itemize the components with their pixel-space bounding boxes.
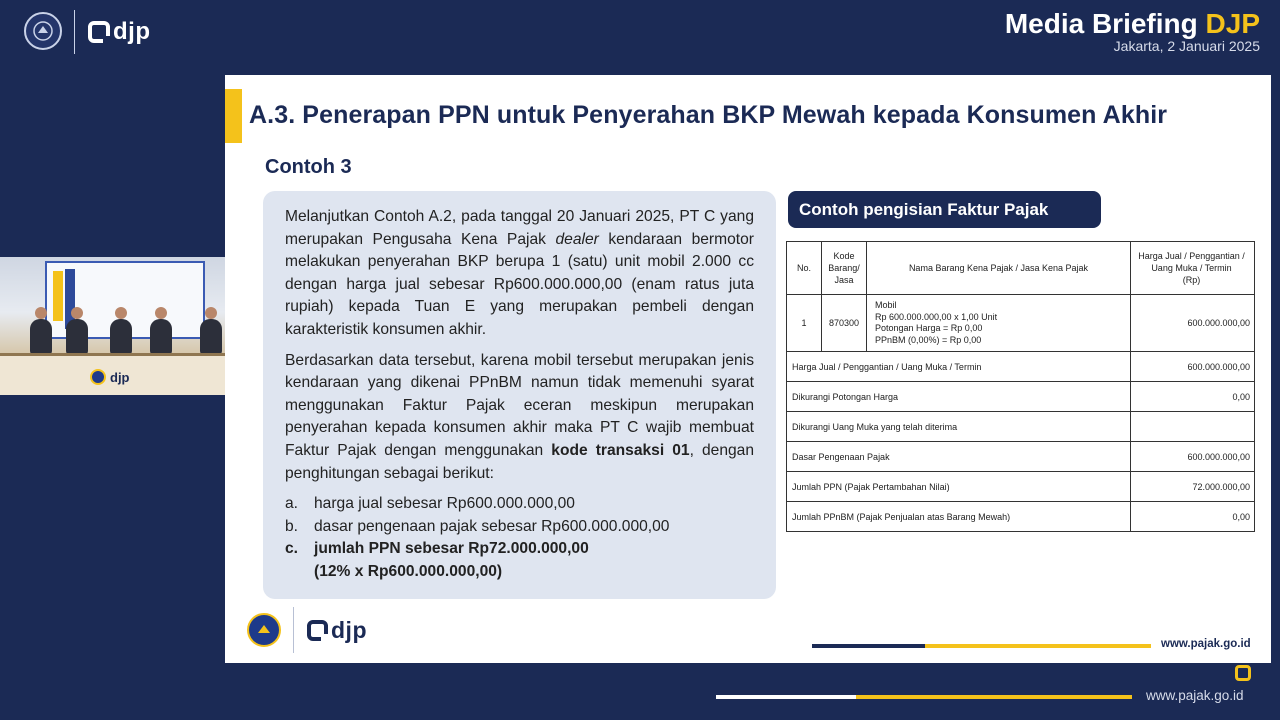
webcam-feed bbox=[0, 257, 243, 395]
camera-logo-text: djp bbox=[110, 369, 130, 385]
item-line-3: Potongan Harga = Rp 0,00 bbox=[875, 323, 983, 333]
briefing-date: Jakarta, 2 Januari 2025 bbox=[1113, 38, 1260, 54]
footer-url: www.pajak.go.id bbox=[1161, 638, 1251, 650]
header-kode-3: Jasa bbox=[834, 275, 854, 285]
speaker-3 bbox=[110, 319, 132, 355]
djp-logo bbox=[88, 18, 151, 46]
example-subtitle: Contoh 3 bbox=[265, 156, 352, 178]
title-main: Media Briefing bbox=[1004, 8, 1198, 39]
summary-value: 72.000.000,00 bbox=[1131, 472, 1255, 502]
summary-value: 0,00 bbox=[1131, 382, 1255, 412]
summary-label: Harga Jual / Penggantian / Uang Muka / Termin bbox=[787, 352, 1131, 382]
summary-label: Dikurangi Uang Muka yang telah diterima bbox=[787, 412, 1131, 442]
header-harga bbox=[1131, 242, 1255, 295]
summary-value bbox=[1131, 412, 1255, 442]
calc-text-a: harga jual sebesar Rp600.000.000,00 bbox=[314, 495, 575, 513]
item-line-1: Mobil bbox=[875, 300, 897, 310]
calc-label-b: b. bbox=[285, 517, 299, 535]
calculation-list bbox=[285, 493, 754, 583]
para1-part-b: kendaraan bermotor melakukan penyerahan BKP berupa 1 (satu) unit mobil 2.000 cc dengan harga jual sebesar Rp600.000.000,00 (enam ratus juta rupiah) kepada Tuan E yang merupakan pembeli dengan karakteristik konsumen akhir. bbox=[285, 230, 754, 338]
footer-emblem-shape bbox=[254, 620, 274, 640]
summary-label: Dikurangi Potongan Harga bbox=[787, 382, 1131, 412]
camera-emblem-icon bbox=[90, 369, 106, 385]
header-divider bbox=[74, 10, 75, 54]
item-harga: 600.000.000,00 bbox=[1131, 295, 1255, 352]
kemenkeu-emblem-icon bbox=[24, 12, 62, 50]
footer-accent-line bbox=[812, 644, 1151, 648]
speaker-2 bbox=[66, 319, 88, 355]
para2-strong: kode transaksi 01 bbox=[551, 441, 690, 459]
corner-djp-icon bbox=[1235, 665, 1251, 681]
footer-djp-logo bbox=[307, 617, 367, 644]
header-harga-1: Harga Jual / Penggantian / bbox=[1138, 251, 1245, 261]
item-no: 1 bbox=[787, 295, 822, 352]
table-row bbox=[787, 295, 1255, 352]
footer-djp-mark-icon bbox=[307, 620, 328, 641]
paragraph-2 bbox=[285, 350, 754, 486]
djp-logo-text: djp bbox=[113, 18, 151, 45]
calc-item-c bbox=[285, 538, 754, 561]
footer-djp-text: djp bbox=[331, 617, 367, 643]
bottom-accent-line bbox=[716, 695, 1132, 699]
para2-part-a: Berdasarkan data tersebut, karena mobil tersebut merupakan jenis kendaraan yang dikenai PPnBM namun tidak memenuhi syarat menggunakan Faktur Pajak eceran meskipun merupakan penyerahan kepada konsumen akhir maka PT C wajib membuat Faktur Pajak dengan menggunakan bbox=[285, 351, 754, 459]
emblem-shape bbox=[31, 19, 55, 43]
paragraph-1 bbox=[285, 206, 754, 342]
faktur-pajak-table bbox=[786, 241, 1255, 532]
summary-value: 600.000.000,00 bbox=[1131, 442, 1255, 472]
para2-part-b: , dengan penghitungan sebagai berikut: bbox=[285, 441, 755, 482]
header-kode bbox=[822, 242, 867, 295]
calc-item-c-formula: (12% x Rp600.000.000,00) bbox=[314, 562, 503, 580]
speaker-4 bbox=[150, 319, 172, 355]
footer-emblem-icon bbox=[247, 613, 281, 647]
para1-part-a: Melanjutkan Contoh A.2, pada tanggal 20 Januari 2025, PT C yang merupakan Pengusaha Kena Pajak bbox=[285, 208, 754, 248]
bottom-url: www.pajak.go.id bbox=[1146, 688, 1244, 703]
summary-label: Dasar Pengenaan Pajak bbox=[787, 442, 1131, 472]
speaker-1 bbox=[30, 319, 52, 355]
item-kode: 870300 bbox=[822, 295, 867, 352]
summary-value: 600.000.000,00 bbox=[1131, 352, 1255, 382]
header-kode-2: Barang/ bbox=[828, 263, 860, 273]
header-no: No. bbox=[787, 242, 822, 295]
item-nama bbox=[867, 295, 1131, 352]
header-harga-3: (Rp) bbox=[1182, 275, 1201, 285]
summary-label: Jumlah PPnBM (Pajak Penjualan atas Barang Mewah) bbox=[787, 502, 1131, 532]
summary-value: 0,00 bbox=[1131, 502, 1255, 532]
item-line-2: Rp 600.000.000,00 x 1,00 Unit bbox=[875, 311, 998, 322]
table-header-row bbox=[787, 242, 1255, 295]
djp-mark-icon bbox=[88, 21, 110, 43]
summary-row bbox=[787, 412, 1255, 442]
speaker-5 bbox=[200, 319, 222, 355]
example-text-box bbox=[263, 191, 776, 599]
media-briefing-title bbox=[1005, 8, 1260, 54]
presentation-slide bbox=[225, 75, 1271, 663]
summary-row bbox=[787, 352, 1255, 382]
faktur-header: Contoh pengisian Faktur Pajak bbox=[788, 191, 1101, 228]
calc-label-a: a. bbox=[285, 495, 299, 513]
calc-item-a bbox=[285, 493, 754, 516]
header-kode-1: Kode bbox=[833, 251, 855, 261]
header-nama: Nama Barang Kena Pajak / Jasa Kena Pajak bbox=[867, 242, 1131, 295]
slide-title: A.3. Penerapan PPN untuk Penyerahan BKP Mewah kepada Konsumen Akhir bbox=[249, 101, 1168, 129]
header-harga-2: Uang Muka / Termin bbox=[1151, 263, 1232, 273]
summary-row bbox=[787, 502, 1255, 532]
calc-item-b bbox=[285, 516, 754, 539]
calc-text-b: dasar pengenaan pajak sebesar Rp600.000.000,00 bbox=[314, 517, 670, 535]
footer-divider bbox=[293, 607, 294, 653]
title-accent: DJP bbox=[1205, 8, 1260, 39]
summary-row bbox=[787, 442, 1255, 472]
calc-text-c: jumlah PPN sebesar Rp72.000.000,00 bbox=[314, 540, 589, 558]
title-accent-bar bbox=[225, 89, 242, 143]
screen-bar-yellow bbox=[53, 271, 63, 321]
camera-djp-logo bbox=[90, 369, 130, 385]
summary-row bbox=[787, 472, 1255, 502]
summary-label: Jumlah PPN (Pajak Pertambahan Nilai) bbox=[787, 472, 1131, 502]
calc-label-c: c. bbox=[285, 540, 299, 558]
item-line-4: PPnBM (0,00%) = Rp 0,00 bbox=[875, 334, 982, 345]
summary-row bbox=[787, 382, 1255, 412]
para1-emphasis: dealer bbox=[555, 230, 599, 248]
